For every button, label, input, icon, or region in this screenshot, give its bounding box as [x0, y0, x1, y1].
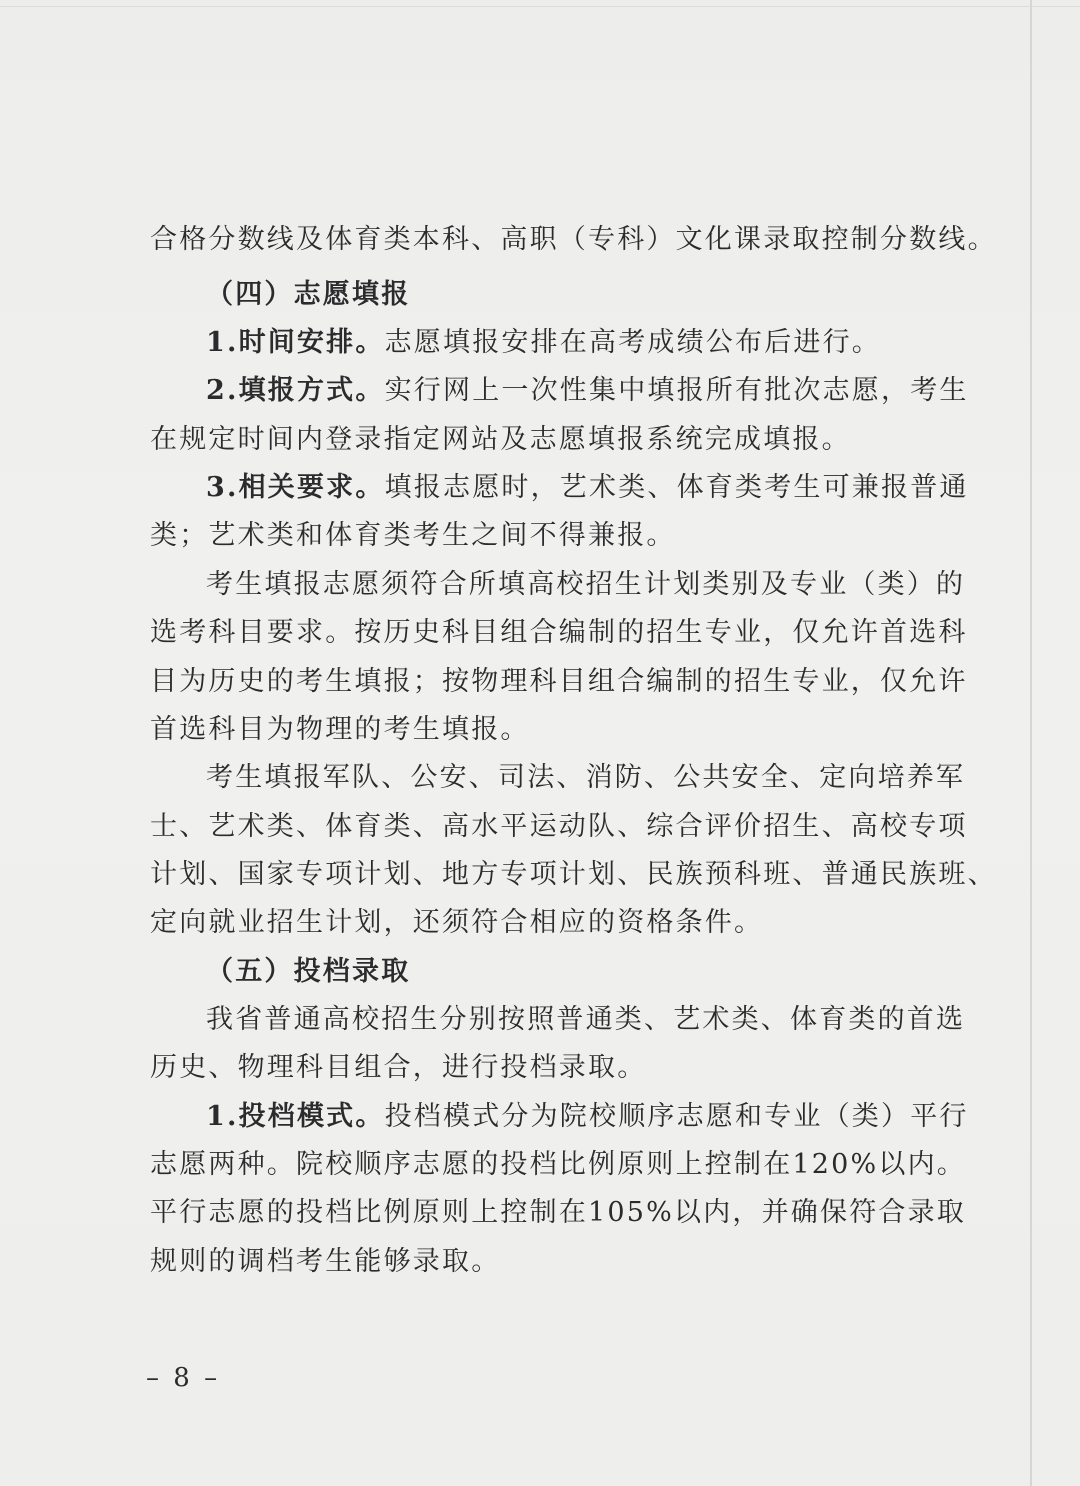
text-line: 1.时间安排。志愿填报安排在高考成绩公布后进行。 [206, 327, 881, 358]
text-line: 我省普通高校招生分别按照普通类、艺术类、体育类的首选 [206, 1004, 966, 1035]
text-line: 志愿两种。院校顺序志愿的投档比例原则上控制在120%以内。 [150, 1149, 966, 1180]
text-line: 历史、物理科目组合，进行投档录取。 [150, 1052, 647, 1083]
text-line: 在规定时间内登录指定网站及志愿填报系统完成填报。 [150, 424, 851, 455]
paper-top-edge [0, 6, 1080, 7]
text-line: 士、艺术类、体育类、高水平运动队、综合评价招生、高校专项 [150, 811, 968, 842]
text-line: 平行志愿的投档比例原则上控制在105%以内，并确保符合录取 [150, 1197, 966, 1228]
text-line: 定向就业招生计划，还须符合相应的资格条件。 [150, 907, 764, 938]
section-heading-5: （五）投档录取 [206, 956, 411, 987]
item-lead: 1.时间安排。 [206, 327, 385, 358]
item-lead: 3.相关要求。 [206, 472, 385, 503]
text-line: 目为历史的考生填报；按物理科目组合编制的招生专业，仅允许 [150, 666, 968, 697]
text-line: 计划、国家专项计划、地方专项计划、民族预科班、普通民族班、 [150, 859, 997, 890]
text-line: 3.相关要求。填报志愿时，艺术类、体育类考生可兼报普通 [206, 472, 969, 503]
section-heading-4: （四）志愿填报 [206, 279, 411, 310]
text-line: 1.投档模式。投档模式分为院校顺序志愿和专业（类）平行 [206, 1101, 969, 1132]
text-line: 类；艺术类和体育类考生之间不得兼报。 [150, 520, 676, 551]
text-line: 2.填报方式。实行网上一次性集中填报所有批次志愿，考生 [206, 375, 969, 406]
text-line: 选考科目要求。按历史科目组合编制的招生专业，仅允许首选科 [150, 617, 968, 648]
item-lead: 1.投档模式。 [206, 1101, 385, 1132]
page-number: – 8 – [146, 1363, 221, 1393]
text-line: 考生填报志愿须符合所填高校招生计划类别及专业（类）的 [206, 569, 966, 600]
text-line: 规则的调档考生能够录取。 [150, 1246, 501, 1277]
text-line: 考生填报军队、公安、司法、消防、公共安全、定向培养军 [206, 762, 966, 793]
text-line: 首选科目为物理的考生填报。 [150, 714, 530, 745]
text-line: 合格分数线及体育类本科、高职（专科）文化课录取控制分数线。 [150, 224, 997, 255]
item-lead: 2.填报方式。 [206, 375, 385, 406]
paper-right-edge [1030, 0, 1032, 1486]
